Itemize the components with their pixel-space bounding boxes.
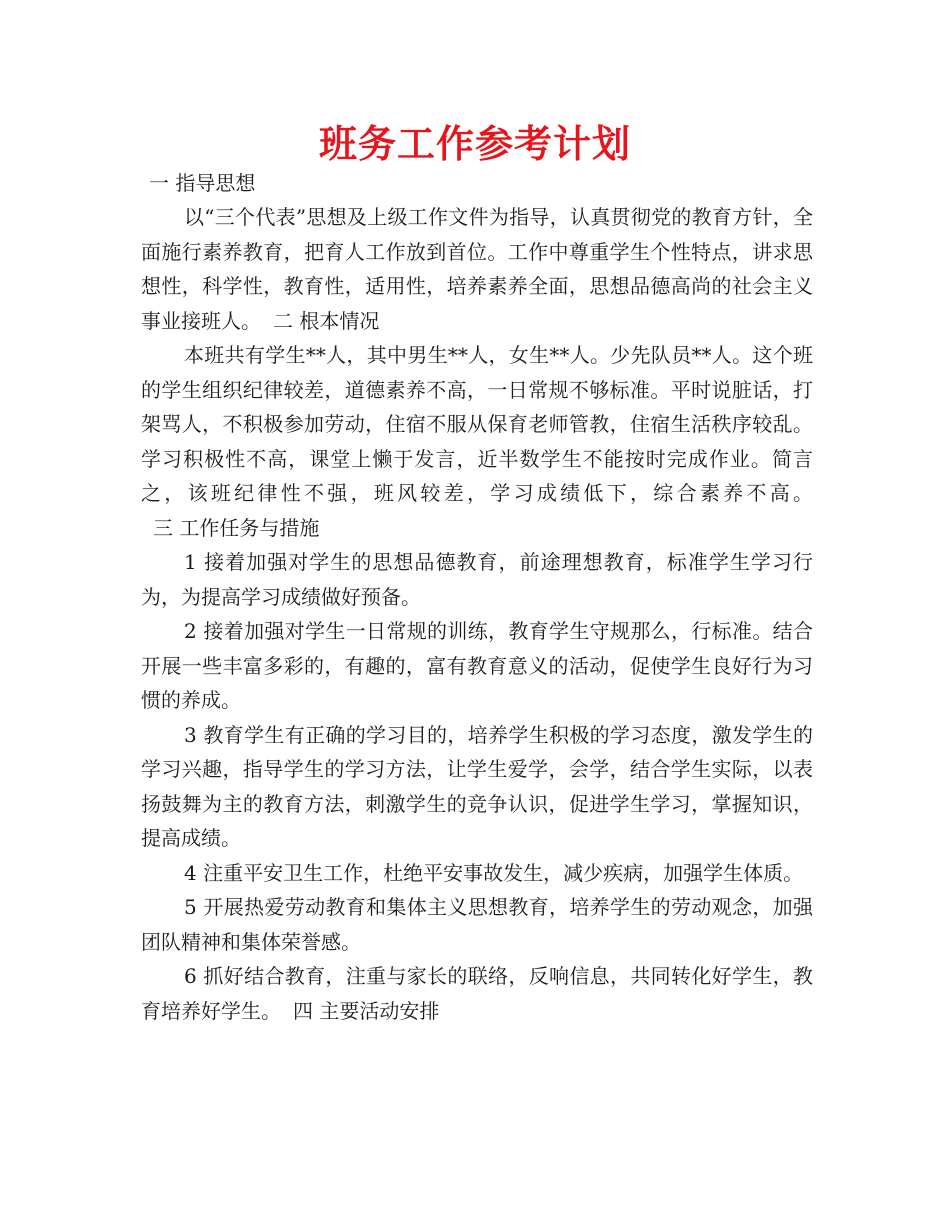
paragraph-task-3: 3 教育学生有正确的学习目的，培养学生积极的学习态度，激发学生的学习兴趣，指导学生的学习方法，让学生爱学，会学，结合学生实际，以表扬鼓舞为主的教育方法，刺激学生的竞争认识，促进学生学习，掌握知识，提高成绩。: [141, 722, 813, 850]
paragraph-task-2: 2 接着加强对学生一日常规的训练，教育学生守规那么，行标准。结合开展一些丰富多彩的，有趣的，富有教育意义的活动，促使学生良好行为习惯的养成。: [141, 619, 813, 712]
paragraph-task-1: 1 接着加强对学生的思想品德教育，前途理想教育，标准学生学习行为，为提高学习成绩做好预备。: [141, 550, 813, 609]
paragraph-text: 本班共有学生**人，其中男生**人，女生**人。少先队员**人。这个班的学生组织纪律较差，道德素养不高，一日常规不够标准。平时说脏话，打架骂人，不积极参加劳动，住宿不服从保育老师管教，住宿生活秩序较乱。学习积极性不高，课堂上懒于发言，近半数学生不能按时完成作业。简言之，该班纪律性不强，班风较差，学习成绩低下，综合素养不高。: [141, 343, 813, 505]
section-heading-guiding-thought: 一 指导思想: [149, 171, 256, 195]
paragraph-task-4: 4 注重平安卫生工作，杜绝平安事故发生，减少疾病，加强学生体质。: [184, 860, 804, 885]
paragraph-text: 6 抓好结合教育，注重与家长的联络，反响信息，共同转化好学生，教育培养好学生。: [141, 964, 813, 1023]
section-heading-basic-situation: 二 根本情况: [273, 308, 380, 333]
paragraph-text: 以“三个代表”思想及上级工作文件为指导，认真贯彻党的教育方针，全面施行素养教育，把育人工作放到首位。工作中尊重学生个性特点，讲求思想性，科学性，教育性，适用性，培养素养全面，思想品德高尚的社会主义事业接班人。: [141, 205, 813, 333]
paragraph-guiding-thought: [141, 200, 813, 338]
paragraph-basic-situation: [141, 338, 813, 545]
paragraph-task-5: 5 开展热爱劳动教育和集体主义思想教育，培养学生的劳动观念，加强团队精神和集体荣誉感。: [141, 895, 813, 954]
paragraph-task-6: [141, 959, 813, 1028]
section-heading-tasks-measures: 三 工作任务与措施: [153, 515, 320, 540]
document-body: [141, 166, 813, 1028]
document-title: 班务工作参考计划: [318, 122, 631, 166]
section-heading-main-activities: 四 主要活动安排: [293, 998, 440, 1023]
